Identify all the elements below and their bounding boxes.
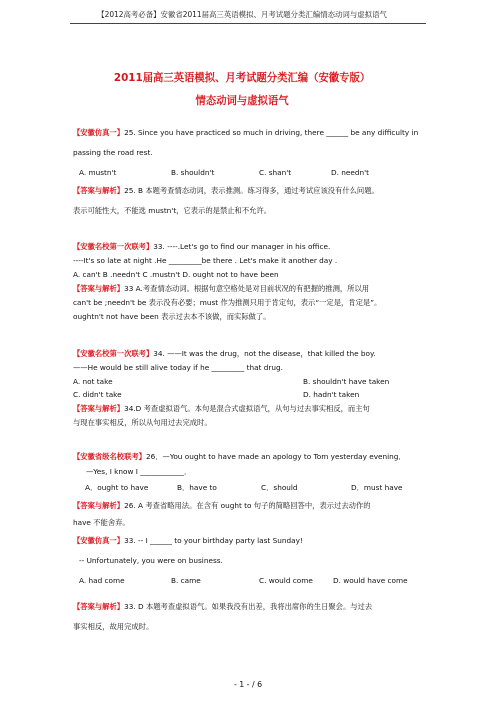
question-2-answer-tag: 【答案与解析】 <box>73 284 125 293</box>
question-5-answer-tag: 【答案与解析】 <box>73 602 125 611</box>
question-3-answer <box>73 404 370 414</box>
question-1-source: 【安徽仿真一】 <box>73 128 125 137</box>
question-5-option-b: B. came <box>171 576 201 585</box>
page-number: - 1 - / 6 <box>233 680 263 689</box>
question-2-stem-cont: ----It's so late at night .He _________be there . Let's make it another day . <box>73 256 338 265</box>
question-3-option-d: D. hadn't taken <box>303 390 360 399</box>
question-2-answer-cont: can't be ;needn't be 表示没有必要；must 作为推测只用于肯定句，表示“一定是，肯定是”。 <box>73 298 382 307</box>
question-2-answer-cont-2: oughtn't not have been 表示过去本不该做，而实际做了。 <box>73 312 271 321</box>
question-1-answer-cont: 表示可能性大，不能选 mustn't，它表示的是禁止和不允许。 <box>73 206 272 215</box>
question-5-option-d: D. would have come <box>333 576 408 585</box>
question-4-answer-cont: have 不能舍弃。 <box>73 518 130 527</box>
question-4-stem <box>73 452 406 462</box>
question-1-option-d: D. needn't <box>331 168 369 177</box>
page-header: 【2012高考必备】安徽省2011届高三英语模拟、月考试题分类汇编情态动词与虚拟语气 <box>97 10 387 19</box>
question-1-option-a: A. mustn't <box>79 168 117 177</box>
question-5-stem-text: 33. -- I ______ to your birthday party last Sunday! <box>124 536 303 545</box>
question-4-answer-tag: 【答案与解析】 <box>73 501 125 510</box>
question-5-answer <box>73 602 372 612</box>
question-5-source: 【安徽仿真一】 <box>73 536 125 545</box>
question-1-answer-text: 25. B 本题考查情态动词，表示推测。练习得多，通过考试应该没有什么问题。 <box>124 186 379 195</box>
question-5-stem-cont: -- Unfortunately, you were on business. <box>79 556 223 565</box>
document-title: 2011届高三英语模拟、月考试题分类汇编（安徽专版） <box>113 72 371 84</box>
header-divider <box>70 23 426 24</box>
question-3-option-b: B. shouldn't have taken <box>303 377 390 386</box>
question-1-answer-tag: 【答案与解析】 <box>73 186 125 195</box>
question-4-option-c: C．should <box>261 483 298 492</box>
question-1-stem <box>73 128 418 138</box>
question-3-stem-text: 34. ——It was the drug，not the disease，that killed the boy. <box>153 349 376 358</box>
question-3-stem-cont: ——He would be still alive today if he _________ that drug. <box>73 363 283 372</box>
question-2-options: A. can't B .needn't C .mustn't D. ought not to have been <box>73 270 279 279</box>
question-1-answer <box>73 186 379 196</box>
question-4-answer <box>73 501 371 511</box>
question-1-stem-text: 25. Since you have practiced so much in driving, there ______ be any difficulty in <box>124 128 419 137</box>
question-3-answer-cont: 与现在事实相反，所以从句用过去完成时。 <box>73 418 212 427</box>
question-1-stem-cont: passing the road rest. <box>73 148 153 157</box>
question-1-option-c: C. shan't <box>259 168 292 177</box>
question-4-option-d: D．must have <box>351 483 403 492</box>
question-4-stem-text: 26．—You ought to have made an apology to Tom yesterday evening． <box>145 452 406 461</box>
question-3-option-a: A. not take <box>73 377 113 386</box>
question-4-option-b: B．have to <box>177 483 217 492</box>
question-3-answer-tag: 【答案与解析】 <box>73 404 125 413</box>
question-3-stem <box>73 349 376 359</box>
question-3-source: 【安徽名校第一次联考】 <box>73 349 154 358</box>
question-5-option-a: A. had come <box>79 576 125 585</box>
question-2-answer-text: 33 A.考查情态动词。根据句意空格处是对目前状况的有把握的推测，所以用 <box>124 284 370 293</box>
question-5-option-c: C. would come <box>259 576 313 585</box>
question-2-stem-text: 33. ----.Let's go to find our manager in his office. <box>153 242 331 251</box>
document-subtitle: 情态动词与虚拟语气 <box>195 95 289 107</box>
question-4-option-a: A．ought to have <box>85 483 149 492</box>
question-5-answer-text: 33. D 本题考查虚拟语气。如果我没有出差，我将出席你的生日聚会。与过去 <box>124 602 373 611</box>
question-5-answer-cont: 事实相反，故用完成时。 <box>73 622 154 631</box>
question-2-answer <box>73 284 369 294</box>
question-3-option-c: C. didn't take <box>73 390 122 399</box>
question-1-option-b: B. shouldn't <box>171 168 215 177</box>
question-2-stem <box>73 242 330 252</box>
question-4-answer-text: 26. A 考查省略用法。在含有 ought to 句子的简略回答中，表示过去动作的 <box>124 501 371 510</box>
question-4-stem-cont: —Yes, I know I ____________． <box>86 467 192 476</box>
question-2-source: 【安徽名校第一次联考】 <box>73 242 154 251</box>
question-3-answer-text: 34.D 考查虚拟语气。本句是混合式虚拟语气，从句与过去事实相反，而主句 <box>124 404 370 413</box>
question-5-stem <box>73 536 303 546</box>
question-4-source: 【安徽省级名校联考】 <box>73 452 146 461</box>
